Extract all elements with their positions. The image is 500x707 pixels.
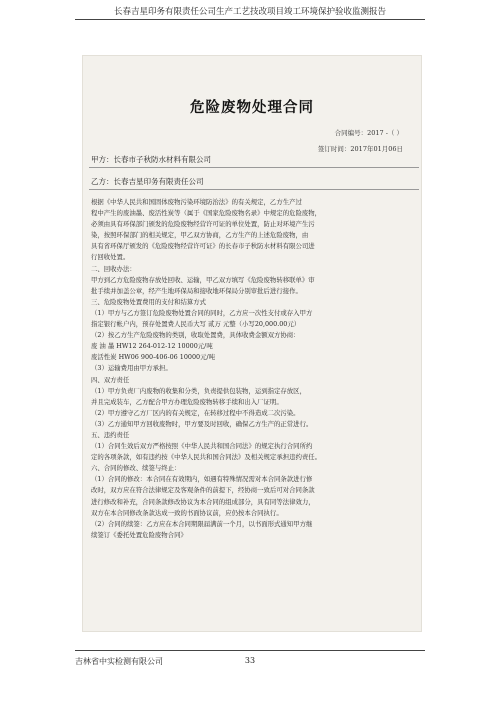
section-heading: 四、双方责任 <box>91 375 130 384</box>
contract-line: （2）按乙方生产危险废物的类别，收取处置费，具体收费金额双方协商： <box>91 331 300 340</box>
contract-line: （3）运输费用由甲方承担。 <box>91 364 172 373</box>
header-divider <box>75 19 425 20</box>
contract-line: 批手续并加盖公章，经产生地环保局和接收地环保局分别审批后进行接作。 <box>91 286 302 295</box>
contract-title: 危险废物处理合同 <box>190 99 314 116</box>
contract-line: 具有省环保厅颁发的《危险废物经营许可证》的长春市子秋防水材料有限公司进 <box>91 242 315 251</box>
contract-line: 续签订《委托处置危险废物合同》 <box>91 530 187 539</box>
section-heading: 六、合同的修改、续签与终止： <box>91 464 181 473</box>
contract-line: （1）合同的修改：本合同在有效期内，如遇有特殊情况需对本合同条款进行修 <box>91 475 313 484</box>
party-b-divider <box>89 189 419 190</box>
contract-line: （1）甲方负责厂内废物的收集和分类，负责提供包装物，运到指定存放区， <box>91 386 306 395</box>
contract-line: 甲方到乙方危险废物存放处回收、运输，甲乙双方填写《危险废物转移联单》审 <box>91 275 315 284</box>
contract-line: 定的各项条款，如有违约按《中华人民共和国合同法》及相关规定承担违约责任。 <box>91 453 322 462</box>
footer-company: 吉林省中实检测有限公司 <box>75 657 163 666</box>
report-header: 长春吉星印务有限责任公司生产工艺技改项目竣工环境保护验收监测报告 <box>113 7 386 17</box>
fee-row-activated-carbon: 废活性炭 HW06 900-406-06 10000元/吨 <box>91 353 216 362</box>
contract-line: 进行修改和补充，合同条款修改协议为本合同的组成部分，具有同等法律效力， <box>91 497 315 506</box>
contract-line: 改时，双方应在符合法律规定及客观条件的前提下，经协商一致后可对合同条款 <box>91 486 315 495</box>
section-heading: 五、违约责任 <box>91 430 130 439</box>
party-b: 乙方：长春吉星印务有限责任公司 <box>91 177 204 186</box>
contract-number: 合同编号：2017 -（ ） <box>334 129 403 137</box>
contract-body <box>91 197 415 541</box>
party-a: 甲方：长春市子秋防水材料有限公司 <box>91 155 211 164</box>
contract-line: （1）合同生效后双方严格按照《中华人民共和国合同法》的规定执行合同所约 <box>91 442 313 451</box>
contract-line: 双方在本合同修改条款达成一致的书面协议前，应仍按本合同执行。 <box>91 508 283 517</box>
section-heading: 三、危险废物处置费用的支付和结算方式 <box>91 297 207 306</box>
contract-line: （2）甲方遵守乙方厂区内的有关规定，在转移过程中不得造成二次污染。 <box>91 408 300 417</box>
contract-line: 并且完成装车，乙方配合甲方办理危险废物转移手续和出入厂证明。 <box>91 397 283 406</box>
contract-line: （1）甲方与乙方签订危险废物处置合同的同时，乙方应一次性支付或存入甲方 <box>91 308 313 317</box>
contract-line: （2）合同的续签：乙方应在本合同期限届满前一个月，以书面形式通知甲方继 <box>91 519 313 528</box>
contract-line: 程中产生的废油墨、废活性炭等（属于《国家危险废物名录》中规定的危险废物， <box>91 209 322 218</box>
page-number: 33 <box>244 656 256 665</box>
contract-line: （3）乙方通知甲方回收废物时，甲方要及时回收，确保乙方生产的正常进行。 <box>91 419 313 428</box>
fee-row-waste-ink: 废 油 墨 HW12 264-012-12 10000元/吨 <box>91 342 213 351</box>
contract-line: 根据《中华人民共和国固体废物污染环境防治法》的有关规定，乙方生产过 <box>91 198 302 206</box>
footer-divider <box>75 650 425 651</box>
contract-line: 行回收处置。 <box>91 253 130 262</box>
contract-line: 必须由具有环保部门颁发的危险废物经营许可证的单位处置，防止对环境产生污 <box>91 220 315 229</box>
contract-line: 指定银行帐户内，预存处置费人民币大写 贰万 元整（小写20,000.00元） <box>91 320 301 329</box>
scanned-contract-page <box>82 55 422 632</box>
contract-line: 染，按照环保部门的相关规定，甲乙双方协商，乙方生产的上述危险废物，由 <box>91 231 309 240</box>
party-a-divider <box>89 167 419 168</box>
signed-date: 签订时间：2017年01月06日 <box>317 145 403 153</box>
section-heading: 二、回收办法： <box>91 264 136 273</box>
